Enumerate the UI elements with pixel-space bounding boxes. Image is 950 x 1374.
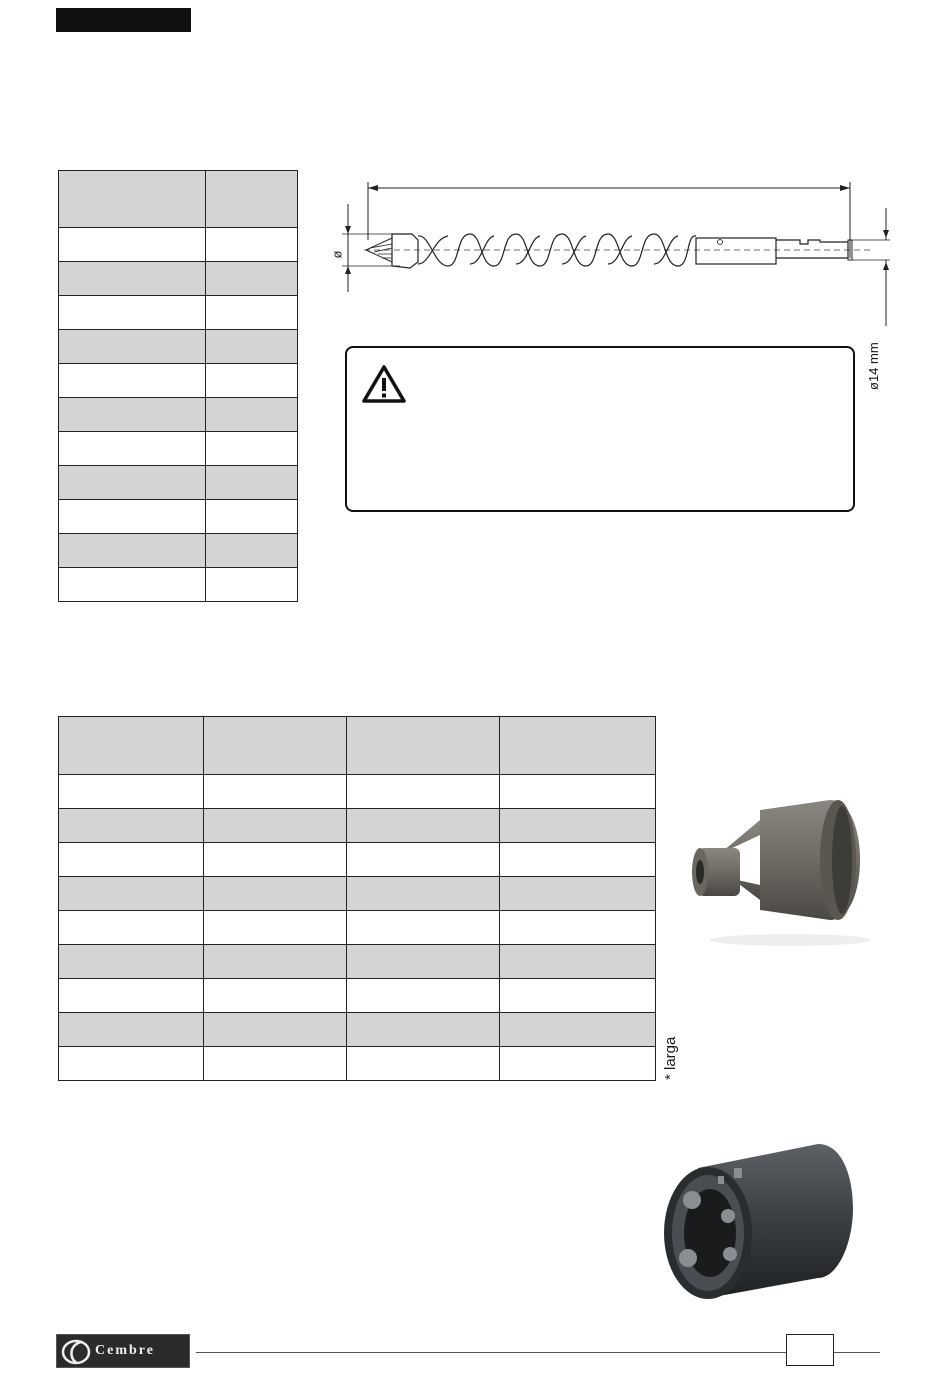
table-cell xyxy=(347,979,500,1013)
table-cell xyxy=(204,809,347,843)
table-row xyxy=(59,466,298,500)
table-cell xyxy=(347,877,500,911)
table-cell xyxy=(206,500,298,534)
table-row xyxy=(59,843,656,877)
table-cell xyxy=(500,1013,656,1047)
table-cell xyxy=(500,843,656,877)
adapter-photo xyxy=(680,790,880,950)
table-cell xyxy=(59,775,204,809)
diameter-symbol: ø xyxy=(329,250,345,259)
warning-box xyxy=(345,346,855,512)
table-row xyxy=(59,945,656,979)
drill-bit-drawing xyxy=(330,178,890,338)
table-row xyxy=(59,809,656,843)
socket-photo xyxy=(648,1128,868,1318)
table-cell xyxy=(206,262,298,296)
table-row xyxy=(59,1047,656,1081)
table-cell xyxy=(206,330,298,364)
table-cell xyxy=(204,979,347,1013)
table-cell xyxy=(500,911,656,945)
table-cell xyxy=(59,228,206,262)
table-cell xyxy=(347,809,500,843)
table-cell xyxy=(204,945,347,979)
table-cell xyxy=(347,775,500,809)
header-cell xyxy=(59,717,204,775)
table-cell xyxy=(204,1013,347,1047)
table-cell xyxy=(204,1047,347,1081)
table-row xyxy=(59,500,298,534)
table-row xyxy=(59,262,298,296)
table-row xyxy=(59,330,298,364)
table-cell xyxy=(206,296,298,330)
table-row xyxy=(59,1013,656,1047)
adapter-table xyxy=(58,716,656,1081)
table-cell xyxy=(59,398,206,432)
table-cell xyxy=(500,809,656,843)
table-cell xyxy=(59,877,204,911)
table-row xyxy=(59,398,298,432)
table-cell xyxy=(59,911,204,945)
table-cell xyxy=(204,877,347,911)
table-cell xyxy=(59,568,206,602)
table-cell xyxy=(59,330,206,364)
logo-text: Cembre xyxy=(95,1343,155,1358)
section-header-bar xyxy=(56,8,191,32)
table-cell xyxy=(59,1047,204,1081)
table-cell xyxy=(347,911,500,945)
shank-diameter-label: ø14 mm xyxy=(866,342,881,390)
warning-triangle-icon xyxy=(361,364,407,404)
table-cell xyxy=(347,1047,500,1081)
table-cell xyxy=(59,809,204,843)
table-cell xyxy=(206,364,298,398)
table-cell xyxy=(206,228,298,262)
footer-rule xyxy=(196,1352,786,1353)
table-cell xyxy=(347,1013,500,1047)
table-row xyxy=(59,534,298,568)
header-cell xyxy=(59,171,206,228)
table-cell xyxy=(59,500,206,534)
table-row xyxy=(59,364,298,398)
table-cell xyxy=(206,432,298,466)
table-row xyxy=(59,568,298,602)
header-cell xyxy=(204,717,347,775)
header-cell xyxy=(500,717,656,775)
table-header-row xyxy=(59,171,298,228)
table-cell xyxy=(59,1013,204,1047)
page-number-box xyxy=(786,1334,834,1366)
table-cell xyxy=(59,843,204,877)
table-cell xyxy=(59,364,206,398)
table-row xyxy=(59,979,656,1013)
table-cell xyxy=(500,877,656,911)
table-cell xyxy=(206,534,298,568)
table-cell xyxy=(59,432,206,466)
table-row xyxy=(59,432,298,466)
table-cell xyxy=(59,979,204,1013)
table-row xyxy=(59,228,298,262)
table-row xyxy=(59,877,656,911)
table-cell xyxy=(59,534,206,568)
cembre-logo-mark-icon xyxy=(61,1339,91,1365)
arrow-right-icon xyxy=(840,185,850,191)
table-cell xyxy=(500,775,656,809)
drill-bit-table xyxy=(58,170,298,602)
table-cell xyxy=(206,466,298,500)
table-cell xyxy=(59,945,204,979)
table-row xyxy=(59,296,298,330)
table-header-row xyxy=(59,717,656,775)
table-cell xyxy=(59,466,206,500)
header-cell xyxy=(347,717,500,775)
table-row xyxy=(59,911,656,945)
table-cell xyxy=(204,843,347,877)
table-cell xyxy=(347,843,500,877)
table-cell xyxy=(347,945,500,979)
cembre-logo xyxy=(56,1334,190,1368)
footnote-larga: * larga xyxy=(662,1036,679,1080)
table-row xyxy=(59,775,656,809)
arrow-left-icon xyxy=(368,185,378,191)
table-cell xyxy=(500,1047,656,1081)
table-cell xyxy=(204,775,347,809)
table-cell xyxy=(500,979,656,1013)
table-cell xyxy=(204,911,347,945)
footer-rule-right xyxy=(834,1352,880,1353)
table-cell xyxy=(206,398,298,432)
table-cell xyxy=(500,945,656,979)
table-cell xyxy=(59,262,206,296)
table-cell xyxy=(59,296,206,330)
table-cell xyxy=(206,568,298,602)
header-cell xyxy=(206,171,298,228)
